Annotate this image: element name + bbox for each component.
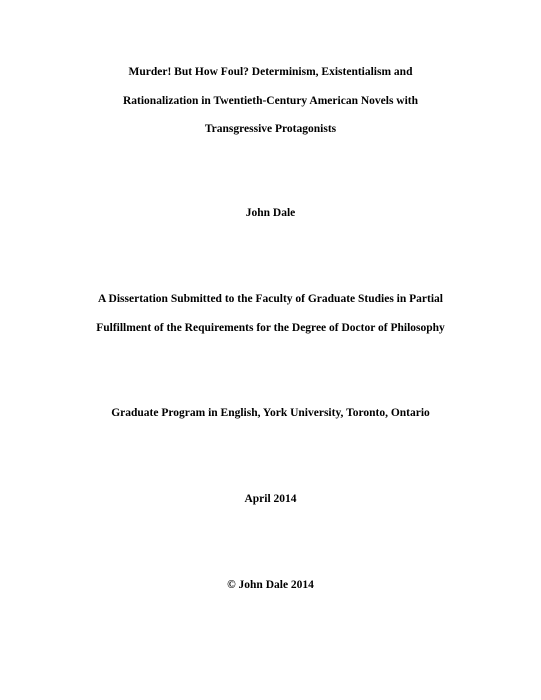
date-line: April 2014: [244, 493, 297, 505]
author-name: John Dale: [245, 207, 296, 219]
submission-line-1: A Dissertation Submitted to the Faculty of Graduate Studies in Partial: [98, 293, 443, 305]
program-line: Graduate Program in English, York University, Toronto, Ontario: [111, 407, 430, 419]
title-line-3: Transgressive Protagonists: [204, 123, 337, 135]
submission-line-2: Fulfillment of the Requirements for the Degree of Doctor of Philosophy: [96, 322, 445, 334]
title-line-2: Rationalization in Twentieth-Century American Novels with: [122, 95, 419, 107]
copyright-line: © John Dale 2014: [227, 579, 314, 591]
title-line-1: Murder! But How Foul? Determinism, Existentialism and: [128, 66, 413, 78]
